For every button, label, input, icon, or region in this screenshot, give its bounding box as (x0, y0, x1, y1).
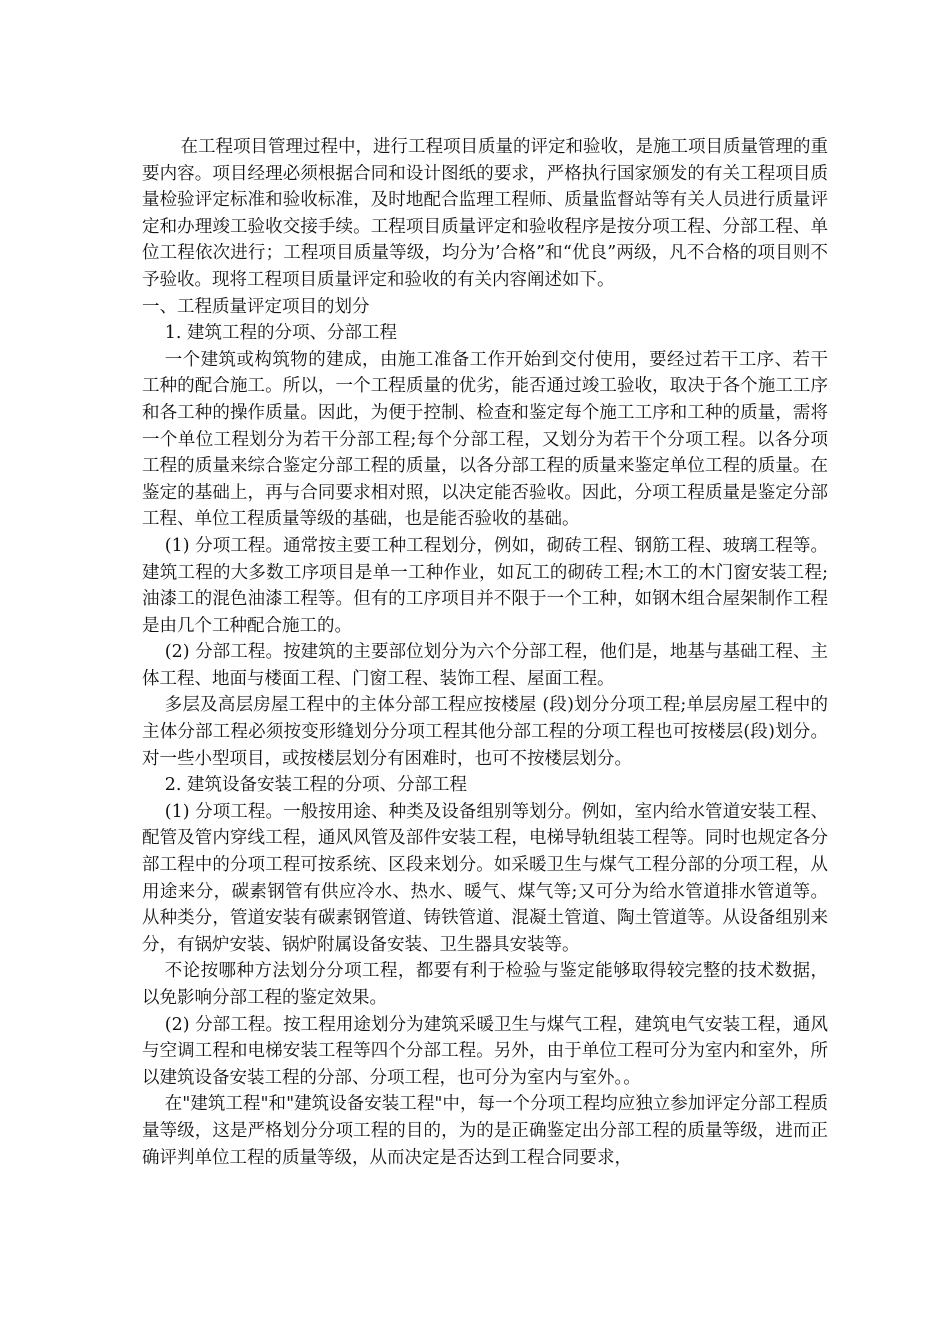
body-paragraph: (1) 分项工程。一般按用途、种类及设备组别等划分。例如，室内给水管道安装工程、配管及管内穿线工程，通风风管及部件安装工程，电梯导轨组装工程等。同时也规定各分部工程中的分项工程可按系统、区段来划分。如采暖卫生与煤气工程分部的分项工程，从用途来分，碳素钢管有供应冷水、热水、暖气、煤气等;又可分为给水管道排水管道等。从种类分，管道安装有碳素钢管道、铸铁管道、混凝土管道、陶土管道等。从设备组别来分，有锅炉安装、锅炉附属设备安装、卫生器具安装等。 (142, 801, 828, 955)
body-paragraph: 多层及高层房屋工程中的主体分部工程应按楼屋 (段)划分分项工程;单层房屋工程中的主体分部工程必须按变形缝划分分项工程其他分部工程的分项工程也可按楼层(段)划分。对一些小型项目，或按楼层划分有困难时，也可不按楼层划分。 (142, 695, 828, 769)
body-paragraph: (2) 分部工程。按工程用途划分为建筑采暖卫生与煤气工程，建筑电气安装工程，通风与空调工程和电梯安装工程等四个分部工程。另外，由于单位工程可分为室内和室外，所以建筑设备安装工程的分部、分项工程，也可分为室内与室外。。 (142, 1014, 828, 1088)
document-body (142, 134, 828, 1171)
subsection-heading: 2. 建筑设备安装工程的分项、分部工程 (164, 775, 468, 796)
body-paragraph: 不论按哪种方法划分分项工程，都要有利于检验与鉴定能够取得较完整的技术数据，以免影响分部工程的鉴定效果。 (142, 961, 828, 1008)
subsection-heading: 1. 建筑工程的分项、分部工程 (164, 323, 398, 344)
body-paragraph: 一个建筑或构筑物的建成，由施工准备工作开始到交付使用，要经过若干工序、若干工种的配合施工。所以，一个工程质量的优劣，能否通过竣工验收，取决于各个施工工序和各工种的操作质量。因此，为便于控制、检查和鉴定每个施工工序和工种的质量，需将一个单位工程划分为若干分部工程;每个分部工程，又划分为若干个分项工程。以各分项工程的质量来综合鉴定分部工程的质量，以各分部工程的质量来鉴定单位工程的质量。在鉴定的基础上，再与合同要求相对照，以决定能否验收。因此，分项工程质量是鉴定分部工程、单位工程质量等级的基础，也是能否验收的基础。 (142, 349, 828, 530)
body-paragraph: (1) 分项工程。通常按主要工种工程划分，例如，砌砖工程、钢筋工程、玻璃工程等。建筑工程的大多数工序项目是单一工种作业，如瓦工的砌砖工程;木工的木门窗安装工程;油漆工的混色油漆工程等。但有的工序项目并不限于一个工种，如钢木组合屋架制作工程是由几个工种配合施工的。 (142, 535, 828, 636)
body-paragraph: 在"建筑工程"和"建筑设备安装工程"中，每一个分项工程均应独立参加评定分部工程质量等级，这是严格划分分项工程的目的，为的是正确鉴定出分部工程的质量等级，进而正确评判单位工程的质量等级，从而决定是否达到工程合同要求， (142, 1094, 828, 1168)
section-heading: 一、工程质量评定项目的划分 (142, 296, 370, 317)
intro-paragraph: 在工程项目管理过程中，进行工程项目质量的评定和验收，是施工项目质量管理的重要内容。项目经理必须根据合同和设计图纸的要求，严格执行国家颁发的有关工程项目质量检验评定标准和验收标准，及时地配合监理工程师、质量监督站等有关人员进行质量评定和办理竣工验收交接手续。工程项目质量评定和验收程序是按分项工程、分部工程、单位工程依次进行；工程项目质量等级，均分为’合格”和“优良”两级，凡不合格的项目则不予验收。现将工程项目质量评定和验收的有关内容阐述如下。 (142, 137, 828, 290)
body-paragraph: (2) 分部工程。按建筑的主要部位划分为六个分部工程，他们是，地基与基础工程、主体工程、地面与楼面工程、门窗工程、装饰工程、屋面工程。 (142, 642, 828, 689)
